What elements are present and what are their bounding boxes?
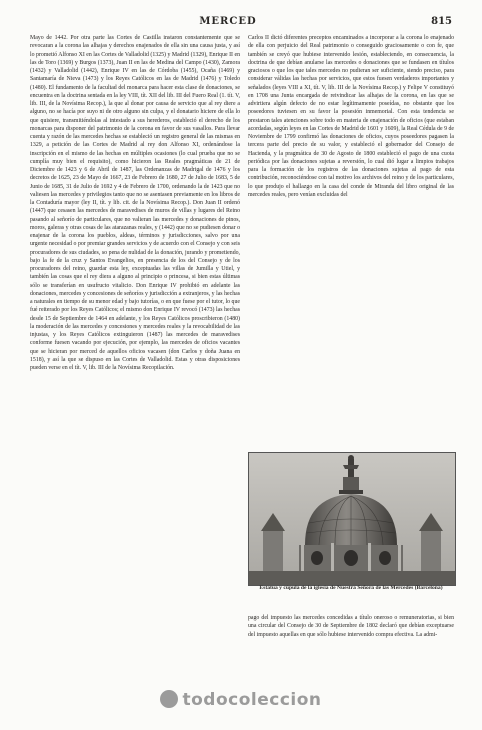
left-column-paragraph: Mayo de 1442. Por otra parte las Cortes de Castilla instaron constantemente que se revocaran a la corona las alhajas y derechos enajenados de ella sin una causa justa, y así lo prometió Alfonso XI en las Cortes de Valladolid (1325) y Madrid (1329), Enrique II en las de Toro (1369) y Burgos (1373), Juan II en las de Medina del Campo (1430), Zamora (1432) y Valladolid (1442), Enrique IV en las de Córdoba (1455), Ocaña (1469) y Santamaría de Nieva (1473) y los Reyes Católicos en las de Madrid (1476) y Toledo (1480). El fundamento de la facultad del monarca para hacer esta clase de donaciones, se encuentra en la doctrina sentada en la ley VIII, tít. XII del lib. III del Fuero Real (1. tít. V, lib. III, de la Novísima Recop.), la que al donar por causa de servicio que al rey diere a alguno, no se hacía por suyo ni de otro alguno sin culpa, y el donatario hiciere de ella lo que quisiere, transmitiéndolas al intestado a sus herederos, estableció el derecho de los monarcas para disponer del patrimonio de la corona en favor de sus vasallos. Para llevar cuenta y razón de las mercedes hechas se estableció un registro general de las mismas en 1329, a petición de las Cortes de Madrid al rey don Alfonso XI, ordenándose la inscripción en el mismo de las hechas en múltiples ocasiones (lo cual prueba que no se cumplía muy bien el requisito), como hicieron las Reales pragmáticas de 21 de Diciembre de 1423 y 6 de Abril de 1487, las Ordenanzas de Madrigal de 1476 y los decretos de 1625, 23 de Mayo de 1667, 23 de Febrero de 1680, 27 de Julio de 1683, 5 de Junio de 1685, 31 de Julio de 1692 y 4 de Febrero de 1700, ordenando la de 1423 que no valiesen las mercedes y privilegios tanto que no se asentasen previamente en los libros de la Contaduría mayor (ley II, tít. y lib. cit. de la Novísima Recop.). Don Juan II ordenó (1447) que cesasen las mercedes de maravedises de muros de villas y lugares del Reino pasando al señorío de particulares, que no valieran las mercedes y donaciones de pinos, moros, galeras y otras cosas de las atarazanas reales, y (1442) que no se pudiesen donar o enajenar de la corona los pueblos, aldeas, términos y jurisdicciones, salvo por una urgente necesidad o por premiar grandes servicios y de acuerdo con el Consejo y con seis procuradores de sus ciudades, so pena de nulidad de la donación, jurando y prometiendo, bajo la fe de la cruz y Santos Evangelios, en presencia de los del Consejo y de los procuradores del reino, guardar esta ley, exceptuadas las villas de Jumilla y Utiel, y también las cosas que el rey diera a alguno al principio o princesa, si bien estas últimas sólo se transferían en usufructo vitalicio. Don Enrique IV prohibió en adelante las donaciones, mercedes y concesiones de señoríos y jurisdicción a extranjeros, y las hechas a naturales en tiempo de su menor edad y bajo tutorías, o en que fuese por el tutor, lo que fué reiterado por los Reyes Católicos; el mismo don Enrique IV revocó (1473) las hechas desde 15 de Septiembre de 1464 en adelante, y los Reyes Católicos proscribieron (1480) la moderación de las mercedes y concesiones y mercedes reales y la revocabilidad de las injustas, y los Reyes Católicos extinguieron (1487) las mercedes de maravedises conforme fuesen vacando por ejecución, por ejemplo, las mercedes de oficios vacantes que se hicieran por merced de aquellos oficios vacasen (don Carlos y doña Juana en 1518), y así la que se dispuso en las Cortes de Valladolid. Estas y otras disposiciones pueden verse en el tít. V, lib. III de la Novísima Recopilación. <box>30 35 240 371</box>
page-number: 815 <box>431 16 452 27</box>
right-text-column-bottom <box>248 614 454 660</box>
page-title: MERCED <box>199 16 257 27</box>
right-column-paragraph-top: Carlos II dictó diferentes preceptos encaminados a incorporar a la corona lo enajenado de ella con perjuicio del Real patrimonio o conseguido graciosamente o con fe, que también se creyó que hubiese intervenido lesión, estableciendo, en consecuencia, la doctrina de que debían anularse las mercedes o donaciones que se fundasen en títulos graciosos o que los que tales mercedes no pudieran ser suficiente, siendo preciso, para considerar válidas las hechas por servicios, que estos fuesen verdaderos importantes y señalados (leyes VIII a XI, tít. V, lib. III de la Novísima Recop.) y Felipe V constituyó en 1708 una Junta encargada de reivindicar las alhajas de la corona, en las que se advirtiera algún defecto de no estar legítimamente poseídas, no obstante que los poseedores tuviesen en su favor la posesión inmemorial. Con esta tendencia se prestaron tales atenciones sobre todo en materia de enajenación de oficios (que estaban acordadas, según leyes en las Cortes de Madrid de 1601 y 1609), la Real Cédula de 9 de Noviembre de 1799 confirmó las donaciones de oficios, cuyos poseedores pagasen la tercera parte del precio de su valor, y estableció el gobernador del Consejo de Hacienda, y la pragmática de 30 de Agosto de 1800 estableció el pago de una cuota periódica por las donaciones sujetas a reversión, lo cual dió lugar a limpios trabajos para la formación de los registros de las donaciones sujetas al pago de esta contribución, reconociéndose con tal motivo los archivos del reino y de los particulares, lo que produjo el hallazgo en la casa del conde de Miranda del libro original de las mercedes reales, pero venían excluidas del <box>248 35 454 198</box>
watermark-text: todocoleccion <box>182 690 322 710</box>
left-text-column <box>30 34 240 660</box>
church-dome-photograph <box>248 452 456 586</box>
right-column-paragraph-bottom: pago del impuesto las mercedes concedidas a título oneroso o remuneratorias, si bien una circular del Consejo de 30 de Septiembre de 1802 declaró que debían exceptuarse del impuesto aquellas en que sólo hubiese intervenido compra efectiva. La admi- <box>248 615 454 638</box>
watermark <box>0 690 482 710</box>
right-text-column-top <box>248 34 454 464</box>
figure-caption: Estatua y cúpula de la iglesia de Nuestra Señora de las Mercedes (Barcelona) <box>259 585 443 591</box>
running-header <box>30 16 452 28</box>
dome-illustration-icon <box>249 453 455 585</box>
watermark-logo-icon <box>160 690 178 708</box>
